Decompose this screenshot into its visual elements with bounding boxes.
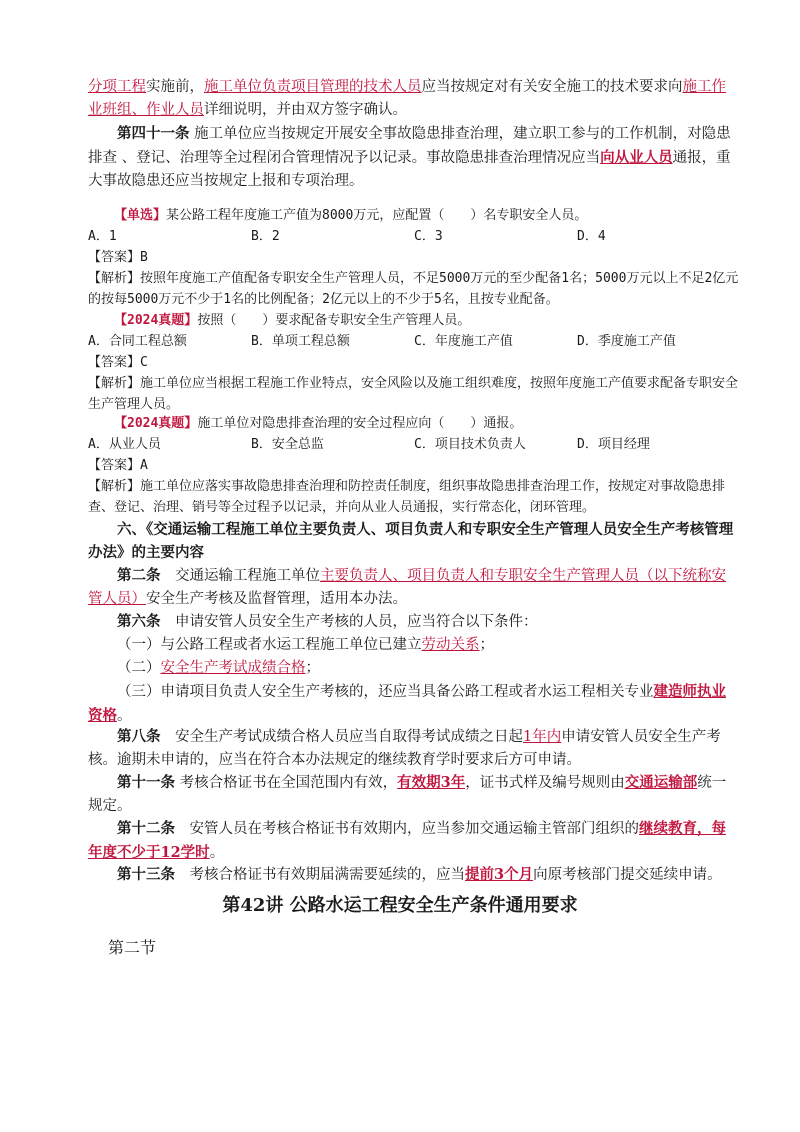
hl-three-months: 提前3个月: [465, 866, 534, 883]
question-options: [88, 226, 740, 247]
option-d: D．项目经理: [577, 437, 650, 452]
intro-paragraph: 分项工程实施前，施工单位负责项目管理的技术人员应当按规定对有关安全施工的技术要求向施工作业班组、作业人员详细说明，并由双方签字确认。: [88, 79, 726, 118]
question-answer: 【答案】B: [88, 250, 148, 265]
condition-1: （一）与公路工程或者水运工程施工单位已建立劳动关系；: [117, 637, 494, 653]
question-stem: 某公路工程年度施工产值为8000万元，应配置（ ）名专职安全人员。: [166, 208, 588, 223]
hl-validity-3-years: 有效期3年: [397, 774, 466, 791]
question-3: [88, 413, 740, 518]
condition-2: （二）安全生产考试成绩合格；: [117, 660, 320, 676]
hl-work-team: 施工作业班组、作业人员: [88, 79, 726, 118]
article-11: 第十一条 考核合格证书在全国范围内有效，有效期3年，证书式样及编号规则由交通运输部统一规定。: [88, 774, 727, 814]
question-answer: 【答案】A: [88, 458, 148, 473]
option-d: D．4: [577, 229, 606, 244]
article-label: 第二条: [117, 567, 161, 584]
question-tag: 【2024真题】: [114, 416, 198, 431]
article-label: 第十一条: [117, 774, 175, 791]
article-13: 第十三条 考核合格证书有效期届满需要延续的，应当提前3个月向原考核部门提交延续申请。: [117, 866, 722, 883]
option-d: D．季度施工产值: [577, 334, 676, 349]
hl-workers: 向从业人员: [600, 149, 673, 166]
option-a: A．合同工程总额: [88, 334, 187, 349]
option-c: C．项目技术负责人: [414, 437, 526, 452]
question-answer: 【答案】C: [88, 355, 148, 370]
question-analysis: 【解析】施工单位应落实事故隐患排查治理和防控责任制度，组织事故隐患排查治理工作，按规定对事故隐患排查、登记、治理、销号等全过程予以记录，并向从业人员通报，实行常态化，闭环管理。: [88, 479, 726, 515]
article-6: 第六条 申请安管人员安全生产考核的人员，应当符合以下条件： （一）与公路工程或者水运工程施工单位已建立劳动关系； （二）安全生产考试成绩合格； （三）申请项目负责人安全生产考核的，还应当具备公路工程或者水运工程相关专业建造师执业资格。: [88, 610, 740, 728]
option-c: C．年度施工产值: [414, 334, 513, 349]
section-6-heading: 六、《交通运输工程施工单位主要负责人、项目负责人和专职安全生产管理人员安全生产考核管理办法》的主要内容: [88, 521, 734, 561]
option-b: B．2: [251, 229, 280, 244]
article-41: 第四十一条 施工单位应当按规定开展安全事故隐患排查治理，建立职工参与的工作机制，对隐患排查 、登记、治理等全过程闭合管理情况予以记录。事故隐患排查治理情况应当向从业人员通报，重大事故隐患还应当按规定上报和专项治理。: [88, 125, 731, 189]
question-options: [88, 434, 740, 455]
option-c: C．3: [414, 229, 443, 244]
question-stem: 按照（ ）要求配备专职安全生产管理人员。: [197, 313, 471, 328]
section-title: 第二节: [108, 938, 157, 957]
hl-subproject: 分项工程: [88, 79, 146, 95]
hl-exam-pass: 安全生产考试成绩合格: [160, 660, 306, 676]
article-label: 第六条: [117, 613, 161, 630]
article-label: 第十三条: [117, 866, 175, 883]
question-analysis: 【解析】施工单位应当根据工程施工作业特点，安全风险以及施工组织难度，按照年度施工产值要求配备专职安全生产管理人员。: [88, 376, 739, 412]
article-12: 第十二条 安管人员在考核合格证书有效期内，应当参加交通运输主管部门组织的继续教育，每年度不少于12学时。: [88, 820, 726, 861]
option-a: A．从业人员: [88, 437, 161, 452]
option-b: B．安全总监: [251, 437, 324, 452]
hl-one-year: 1年内: [523, 729, 562, 745]
article-8: 第八条 安全生产考试成绩合格人员应当自取得考试成绩之日起1年内申请安管人员安全生产考核。逾期未申请的，应当在符合本办法规定的继续教育学时要求后方可申请。: [88, 728, 721, 768]
question-analysis: 【解析】按照年度施工产值配备专职安全生产管理人员，不足5000万元的至少配备1名；5000万元以上不足2亿元的按每5000万元不少于1名的比例配备；2亿元以上的不少于5名，且按专业配备。: [88, 271, 739, 307]
question-options: [88, 331, 740, 352]
option-a: A．1: [88, 229, 117, 244]
hl-ministry: 交通运输部: [624, 774, 698, 791]
hl-constructor-qualification: 建造师执业资格: [88, 683, 726, 724]
hl-safety-managers: 主要负责人、项目负责人和专职安全生产管理人员（以下统称安管人员）: [88, 568, 726, 607]
article-label: 第四十一条: [117, 125, 190, 142]
chapter-title: 第42讲 公路水运工程安全生产条件通用要求: [222, 895, 578, 916]
hl-tech-staff: 施工单位负责项目管理的技术人员: [204, 79, 422, 95]
hl-continuing-education: 继续教育，每年度不少于12学时: [88, 820, 726, 861]
question-tag: 【单选】: [114, 208, 167, 223]
condition-3: （三）申请项目负责人安全生产考核的，还应当具备公路工程或者水运工程相关专业建造师执业资格。: [88, 683, 726, 724]
hl-labor-relation: 劳动关系: [421, 637, 480, 653]
article-2: 第二条 交通运输工程施工单位主要负责人、项目负责人和专职安全生产管理人员（以下统称安管人员）安全生产考核及监督管理，适用本办法。: [88, 567, 726, 607]
question-1: [88, 205, 740, 310]
question-stem: 施工单位对隐患排查治理的安全过程应向（ ）通报。: [197, 416, 523, 431]
article-label: 第十二条: [117, 820, 175, 837]
question-tag: 【2024真题】: [114, 313, 198, 328]
option-b: B．单项工程总额: [251, 334, 350, 349]
question-2: [88, 310, 740, 415]
article-label: 第八条: [117, 728, 161, 745]
